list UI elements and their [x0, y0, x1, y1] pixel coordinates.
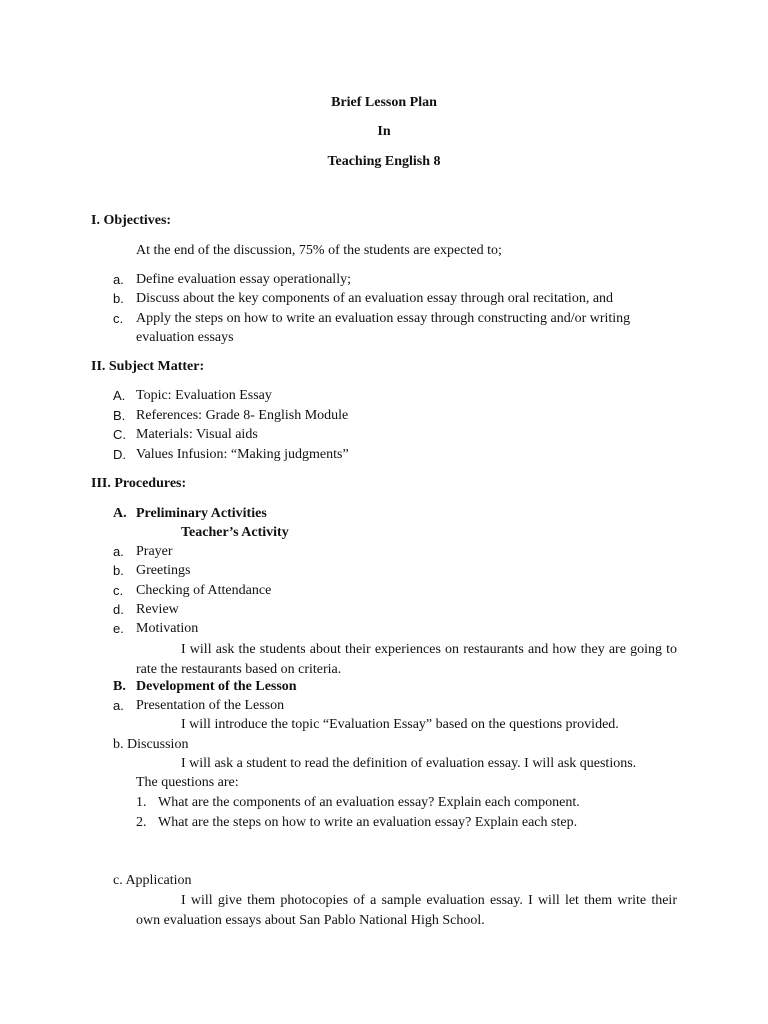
objectives-heading: I. Objectives: — [91, 213, 172, 228]
activity-marker: d. — [113, 602, 124, 617]
subject-matter-heading: II. Subject Matter: — [91, 359, 205, 374]
doc-title-line2: In — [377, 124, 391, 139]
activity-item: Checking of Attendance — [136, 583, 272, 598]
activity-marker: a. — [113, 544, 124, 559]
subject-item: Values Infusion: “Making judgments” — [136, 447, 349, 462]
discussion-text: I will ask a student to read the definition of evaluation essay. I will ask questions. — [181, 756, 637, 771]
question-item: What are the components of an evaluation essay? Explain each component. — [158, 795, 580, 810]
activity-marker: e. — [113, 621, 124, 636]
objective-marker: c. — [113, 311, 124, 326]
presentation-label: Presentation of the Lesson — [136, 698, 285, 713]
motivation-paragraph: I will ask the students about their experiences on restaurants and how they are going to rate the restaurants based on criteria. — [136, 642, 677, 677]
subject-item: Topic: Evaluation Essay — [136, 388, 272, 403]
discussion-label: b. Discussion — [113, 737, 189, 752]
doc-title-line1: Brief Lesson Plan — [331, 95, 437, 110]
objective-item-cont: evaluation essays — [136, 330, 234, 345]
objective-marker: b. — [113, 291, 124, 306]
subject-item: Materials: Visual aids — [136, 427, 258, 442]
presentation-text: I will introduce the topic “Evaluation Essay” based on the questions provided. — [181, 717, 619, 732]
activity-item: Motivation — [136, 621, 199, 636]
activity-item: Review — [136, 602, 179, 617]
application-paragraph: I will give them photocopies of a sample evaluation essay. I will let them write their own evaluation essays about San Pablo National High School. — [136, 893, 677, 928]
subject-marker: B. — [113, 408, 126, 423]
activity-item: Greetings — [136, 563, 191, 578]
objective-item: Define evaluation essay operationally; — [136, 272, 351, 287]
doc-title-line3: Teaching English 8 — [327, 154, 441, 169]
preliminary-marker: A. — [113, 506, 127, 521]
objective-marker: a. — [113, 272, 124, 287]
question-item: What are the steps on how to write an evaluation essay? Explain each step. — [158, 815, 578, 830]
activity-item: Prayer — [136, 544, 173, 559]
question-marker: 1. — [136, 795, 147, 810]
subject-marker: D. — [113, 447, 126, 462]
development-marker: B. — [113, 679, 126, 694]
procedures-heading: III. Procedures: — [91, 476, 187, 491]
preliminary-heading: Preliminary Activities — [136, 506, 267, 521]
subject-marker: C. — [113, 427, 126, 442]
objective-item: Apply the steps on how to write an evaluation essay through constructing and/or writing — [136, 311, 631, 326]
objectives-intro: At the end of the discussion, 75% of the students are expected to; — [136, 243, 502, 258]
subject-marker: A. — [113, 388, 126, 403]
objective-item: Discuss about the key components of an evaluation essay through oral recitation, and — [136, 291, 614, 306]
activity-marker: b. — [113, 563, 124, 578]
question-marker: 2. — [136, 815, 147, 830]
subject-item: References: Grade 8- English Module — [136, 408, 349, 423]
application-label: c. Application — [113, 873, 192, 888]
activity-marker: c. — [113, 583, 124, 598]
discussion-text-cont: The questions are: — [136, 775, 239, 790]
presentation-marker: a. — [113, 698, 124, 713]
teacher-activity-heading: Teacher’s Activity — [181, 525, 289, 540]
development-heading: Development of the Lesson — [136, 679, 297, 694]
